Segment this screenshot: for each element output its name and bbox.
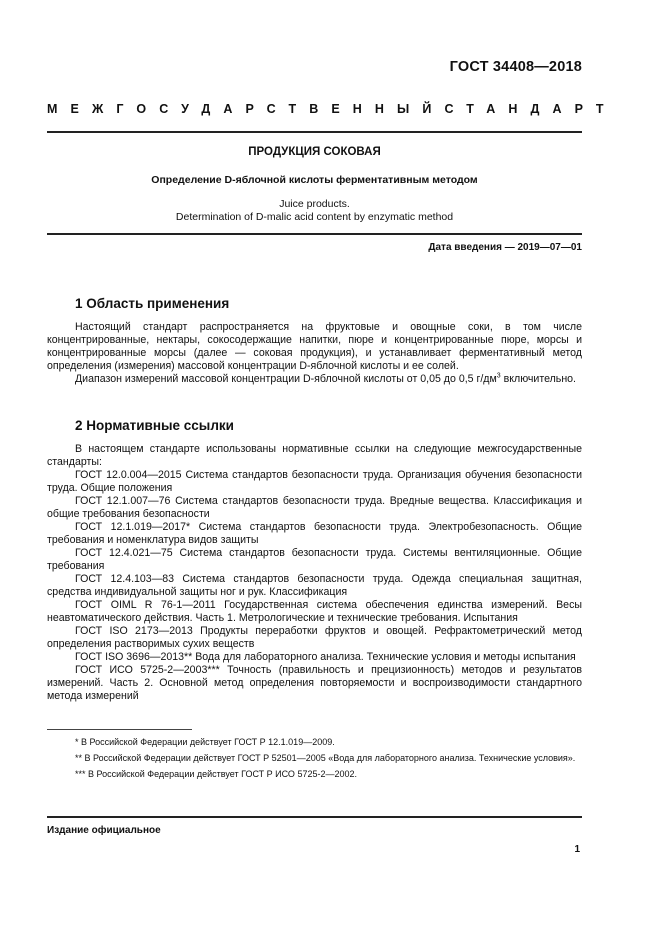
reference-item: ГОСТ ISO 2173—2013 Продукты переработки фруктов и овощей. Рефрактометрический метод определения растворимых сухих веществ	[47, 625, 582, 650]
footnote-divider	[47, 729, 192, 730]
superscript: 3	[496, 372, 501, 380]
paragraph-text: Диапазон измерений массовой концентрации D-яблочной кислоты от 0,05 до 0,5 г/дм	[75, 373, 497, 385]
reference-item: ГОСТ 12.1.007—76 Система стандартов безопасности труда. Вредные вещества. Классификация и общие требования безопасности	[47, 495, 582, 520]
section-1-heading: 1 Область применения	[75, 296, 230, 311]
official-edition-label: Издание официальное	[47, 825, 161, 836]
footnote: *** В Российской Федерации действует ГОСТ Р ИСО 5725-2—2002.	[75, 769, 357, 779]
paragraph: В настоящем стандарте использованы нормативные ссылки на следующие межгосударственные стандарты:	[47, 443, 582, 468]
paragraph	[47, 373, 582, 386]
header-divider	[47, 131, 582, 133]
section-2-heading: 2 Нормативные ссылки	[75, 418, 234, 433]
reference-item: ГОСТ ISO 3696—2013** Вода для лабораторного анализа. Технические условия и методы испытания	[75, 651, 576, 663]
reference-item: ГОСТ 12.0.004—2015 Система стандартов безопасности труда. Организация обучения безопасности труда. Общие положения	[47, 469, 582, 494]
gost-number: ГОСТ 34408—2018	[449, 59, 582, 75]
section-2-body	[47, 443, 582, 703]
english-title-line: Juice products.	[279, 198, 350, 210]
page-number: 1	[574, 844, 580, 855]
section-1-body	[47, 321, 582, 386]
paragraph: Настоящий стандарт распространяется на фруктовые и овощные соки, в том числе концентрированные, нектары, сокосодержащие напитки, пюре и концентрированные пюре, морсы и концентрированные морсы (далее — соковая продукция), и устанавливает ферментативный метод определения (измерения) массовой концентрации D-яблочной кислоты и ее солей.	[47, 321, 582, 372]
footnote: ** В Российской Федерации действует ГОСТ Р 52501—2005 «Вода для лабораторного анализа. Технические условия».	[75, 753, 576, 763]
document-subtitle: Определение D-яблочной кислоты ферментативным методом	[151, 174, 478, 186]
interstate-word: МЕЖГОСУДАРСТВЕННЫЙ	[47, 102, 445, 116]
footnote: * В Российской Федерации действует ГОСТ Р 12.1.019—2009.	[75, 737, 335, 747]
footnotes	[47, 736, 582, 784]
reference-item: ГОСТ OIML R 76-1—2011 Государственная система обеспечения единства измерений. Весы неавтоматического действия. Часть 1. Метрологические и технические требования. Испытания	[47, 599, 582, 624]
paragraph-text: включительно.	[500, 373, 577, 385]
document-title: ПРОДУКЦИЯ СОКОВАЯ	[248, 146, 381, 158]
footer-divider	[47, 816, 582, 818]
reference-item: ГОСТ ИСО 5725-2—2003*** Точность (правильность и прецизионность) методов и результатов измерений. Часть 2. Основной метод определения повторяемости и воспроизводимости стандартного метода измерений	[47, 664, 582, 702]
reference-item: ГОСТ 12.1.019—2017* Система стандартов безопасности труда. Электробезопасность. Общие требования и номенклатура видов защиты	[47, 521, 582, 546]
introduction-date: Дата введения — 2019—07—01	[428, 242, 582, 253]
reference-item: ГОСТ 12.4.021—75 Система стандартов безопасности труда. Системы вентиляционные. Общие требования	[47, 547, 582, 572]
english-title-line: Determination of D-malic acid content by enzymatic method	[175, 211, 454, 223]
title-divider	[47, 233, 582, 235]
english-title	[47, 198, 582, 224]
interstate-standard-banner	[47, 102, 617, 116]
standard-word: СТАНДАРТ	[444, 102, 617, 116]
reference-item: ГОСТ 12.4.103—83 Система стандартов безопасности труда. Одежда специальная защитная, средства индивидуальной защиты ног и рук. Классификация	[47, 573, 582, 598]
